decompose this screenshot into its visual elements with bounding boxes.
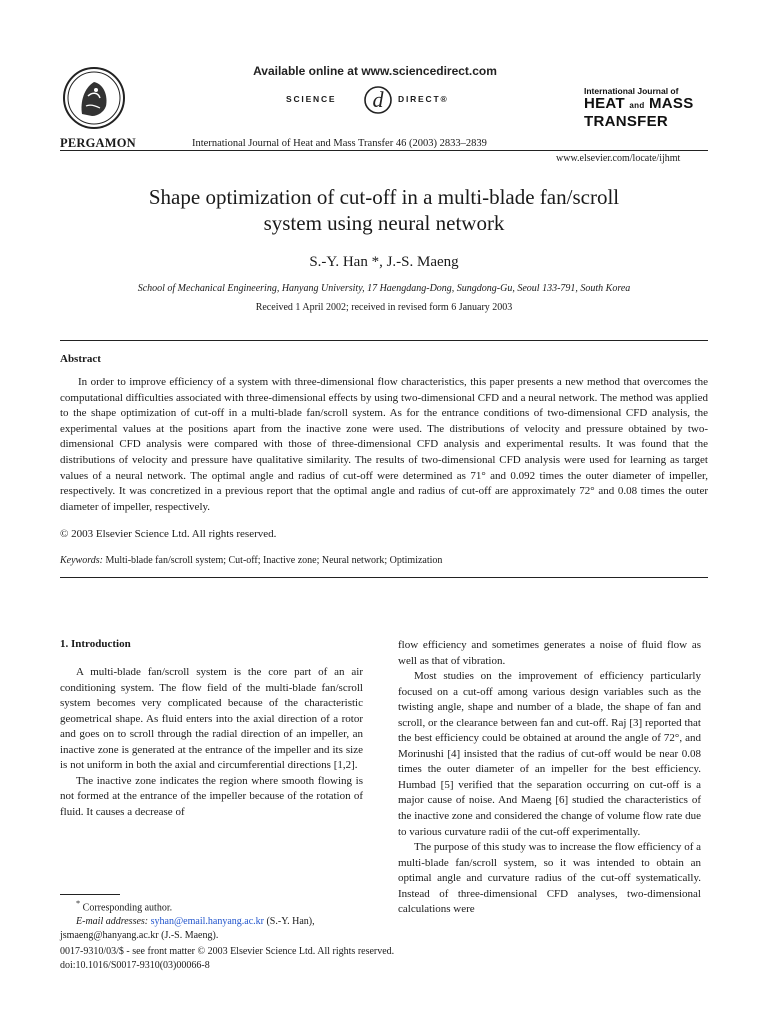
keywords-list: Multi-blade fan/scroll system; Cut-off; Inactive zone; Neural network; Optimization bbox=[105, 555, 443, 566]
header-divider bbox=[60, 150, 708, 151]
sciencedirect-left-text: SCIENCE bbox=[286, 94, 337, 104]
journal-logo-and: and bbox=[629, 101, 645, 110]
journal-logo bbox=[584, 86, 724, 130]
email-link-han[interactable]: syhan@email.hanyang.ac.kr bbox=[150, 916, 264, 928]
svg-text:d: d bbox=[372, 87, 384, 112]
paper-title bbox=[60, 184, 708, 236]
section-heading-introduction: 1. Introduction bbox=[60, 638, 131, 650]
left-column bbox=[60, 665, 363, 820]
abstract-copyright: © 2003 Elsevier Science Ltd. All rights reserved. bbox=[60, 528, 277, 540]
sciencedirect-right-text: DIRECT® bbox=[398, 94, 449, 104]
journal-citation: International Journal of Heat and Mass Transfer 46 (2003) 2833–2839 bbox=[192, 138, 487, 149]
intro-paragraph-3: Most studies on the improvement of efficiency particularly focused on a cut-off among various design variables such as the twisting angle, shape and number of a blade, the shape of fan and scroll, or the clearance between fan and cut-off. Raj [3] reported that the best efficiency could be obtained at around the angle of 72°, and Morinushi [4] insisted that the radius of cut-off would be near 0.08 times the outer diameter of an impeller for the best efficiency. Humbad [5] verified that the separation occurring on cut-off is a major cause of noise. And Maeng [6] studied the characteristics of the inactive zone and considered the change of volume flow rate due to various curvature radii of the cut-off experimentally. bbox=[398, 670, 701, 838]
footnote-marker: * bbox=[76, 899, 81, 908]
paper-affiliation: School of Mechanical Engineering, Hanyang University, 17 Haengdang-Dong, Sungdong-Gu, Seoul 133-791, South Korea bbox=[137, 283, 631, 294]
paper-authors: S.-Y. Han *, J.-S. Maeng bbox=[309, 254, 459, 270]
keywords-label: Keywords: bbox=[60, 555, 103, 566]
intro-paragraph-2-continued: flow efficiency and sometimes generates a noise of fluid flow as well as that of vibration. bbox=[398, 639, 701, 667]
bottom-matter bbox=[60, 945, 394, 973]
front-matter-line: 0017-9310/03/$ - see front matter © 2003 Elsevier Science Ltd. All rights reserved. bbox=[60, 946, 395, 957]
paper-title-line1: Shape optimization of cut-off in a multi-blade fan/scroll bbox=[148, 185, 620, 209]
keywords-divider bbox=[60, 577, 708, 578]
intro-paragraph-4: The purpose of this study was to increase the flow efficiency of a multi-blade fan/scroll system, so it was intended to obtain an optimal angle and curvature radius of the cut-off systematically. Instead of three-dimensional CFD analyses, two-dimensional calculations were bbox=[398, 841, 701, 916]
journal-logo-mass: MASS bbox=[648, 95, 694, 112]
intro-paragraph-1: A multi-blade fan/scroll system is the core part of an air conditioning system. The flow field of the multi-blade fan/scroll system becomes very complicated because of the characteristic geometrical shape. As fluid enters into the axial direction of a rotor and goes on to scroll through the radial direction of an impeller, an inactive zone is generated at the entrance of the impeller and its size is not uniform in both the axial and circumferential directions [1,2]. bbox=[60, 666, 363, 772]
abstract-divider bbox=[60, 340, 708, 341]
footnote-corresponding: Corresponding author. bbox=[82, 902, 173, 914]
keywords bbox=[60, 555, 442, 566]
footnote-email1-who: (S.-Y. Han), bbox=[266, 916, 315, 928]
journal-logo-transfer: TRANSFER bbox=[584, 113, 669, 130]
journal-url[interactable]: www.elsevier.com/locate/ijhmt bbox=[556, 153, 681, 164]
paper-received-dates: Received 1 April 2002; received in revised form 6 January 2003 bbox=[255, 302, 513, 313]
journal-logo-heat: HEAT bbox=[584, 95, 625, 112]
available-online-banner: Available online at www.sciencedirect.com bbox=[253, 64, 497, 78]
intro-paragraph-2: The inactive zone indicates the region where smooth flowing is not formed at the entrance of the impeller because of the rotation of fluid. It causes a decrease of bbox=[60, 774, 363, 818]
right-column bbox=[398, 638, 701, 918]
footnote-email-label: E-mail addresses: bbox=[76, 916, 149, 928]
publisher-name: PERGAMON bbox=[60, 136, 136, 150]
abstract-heading: Abstract bbox=[60, 353, 101, 365]
journal-logo-line1: International Journal of bbox=[584, 86, 679, 96]
sciencedirect-logo bbox=[278, 82, 478, 116]
elsevier-tree-logo bbox=[62, 66, 126, 130]
abstract-text: In order to improve efficiency of a system with three-dimensional flow characteristics, this paper presents a new method that overcomes the computational difficulties associated with three-dimensional effects by using two-dimensional CFD and a neural network. The method was applied to the shape optimization of cut-off in a multi-blade fan/scroll system. As for the entrance conditions of two-dimensional CFD analysis, the experimental values at the positions apart from the inactive zone were used. The distributions of velocity and pressure obtained by two-dimensional CFD analysis were compared with those of three-dimensional CFD analysis and experimental results. It was found that the distributions of velocity and pressure have qualitative similarity. The results of two-dimensional CFD analysis were used for learning as target values of a neural network. The optimal angle and radius of cut-off were determined as 71° and 0.092 times the outer diameter of impeller, respectively. It was concretized in a previous report that the optimal angle and radius of cut-off are approximately 72° and 0.08 times the outer diameter of impeller, respectively. bbox=[60, 376, 708, 513]
sciencedirect-at-icon bbox=[362, 82, 394, 116]
footnote-rule bbox=[60, 894, 120, 895]
paper-title-line2: system using neural network bbox=[263, 211, 505, 235]
doi-line[interactable]: doi:10.1016/S0017-9310(03)00066-8 bbox=[60, 960, 210, 971]
footnote-email2: jsmaeng@hanyang.ac.kr (J.-S. Maeng). bbox=[60, 930, 219, 942]
footnote bbox=[60, 897, 363, 943]
